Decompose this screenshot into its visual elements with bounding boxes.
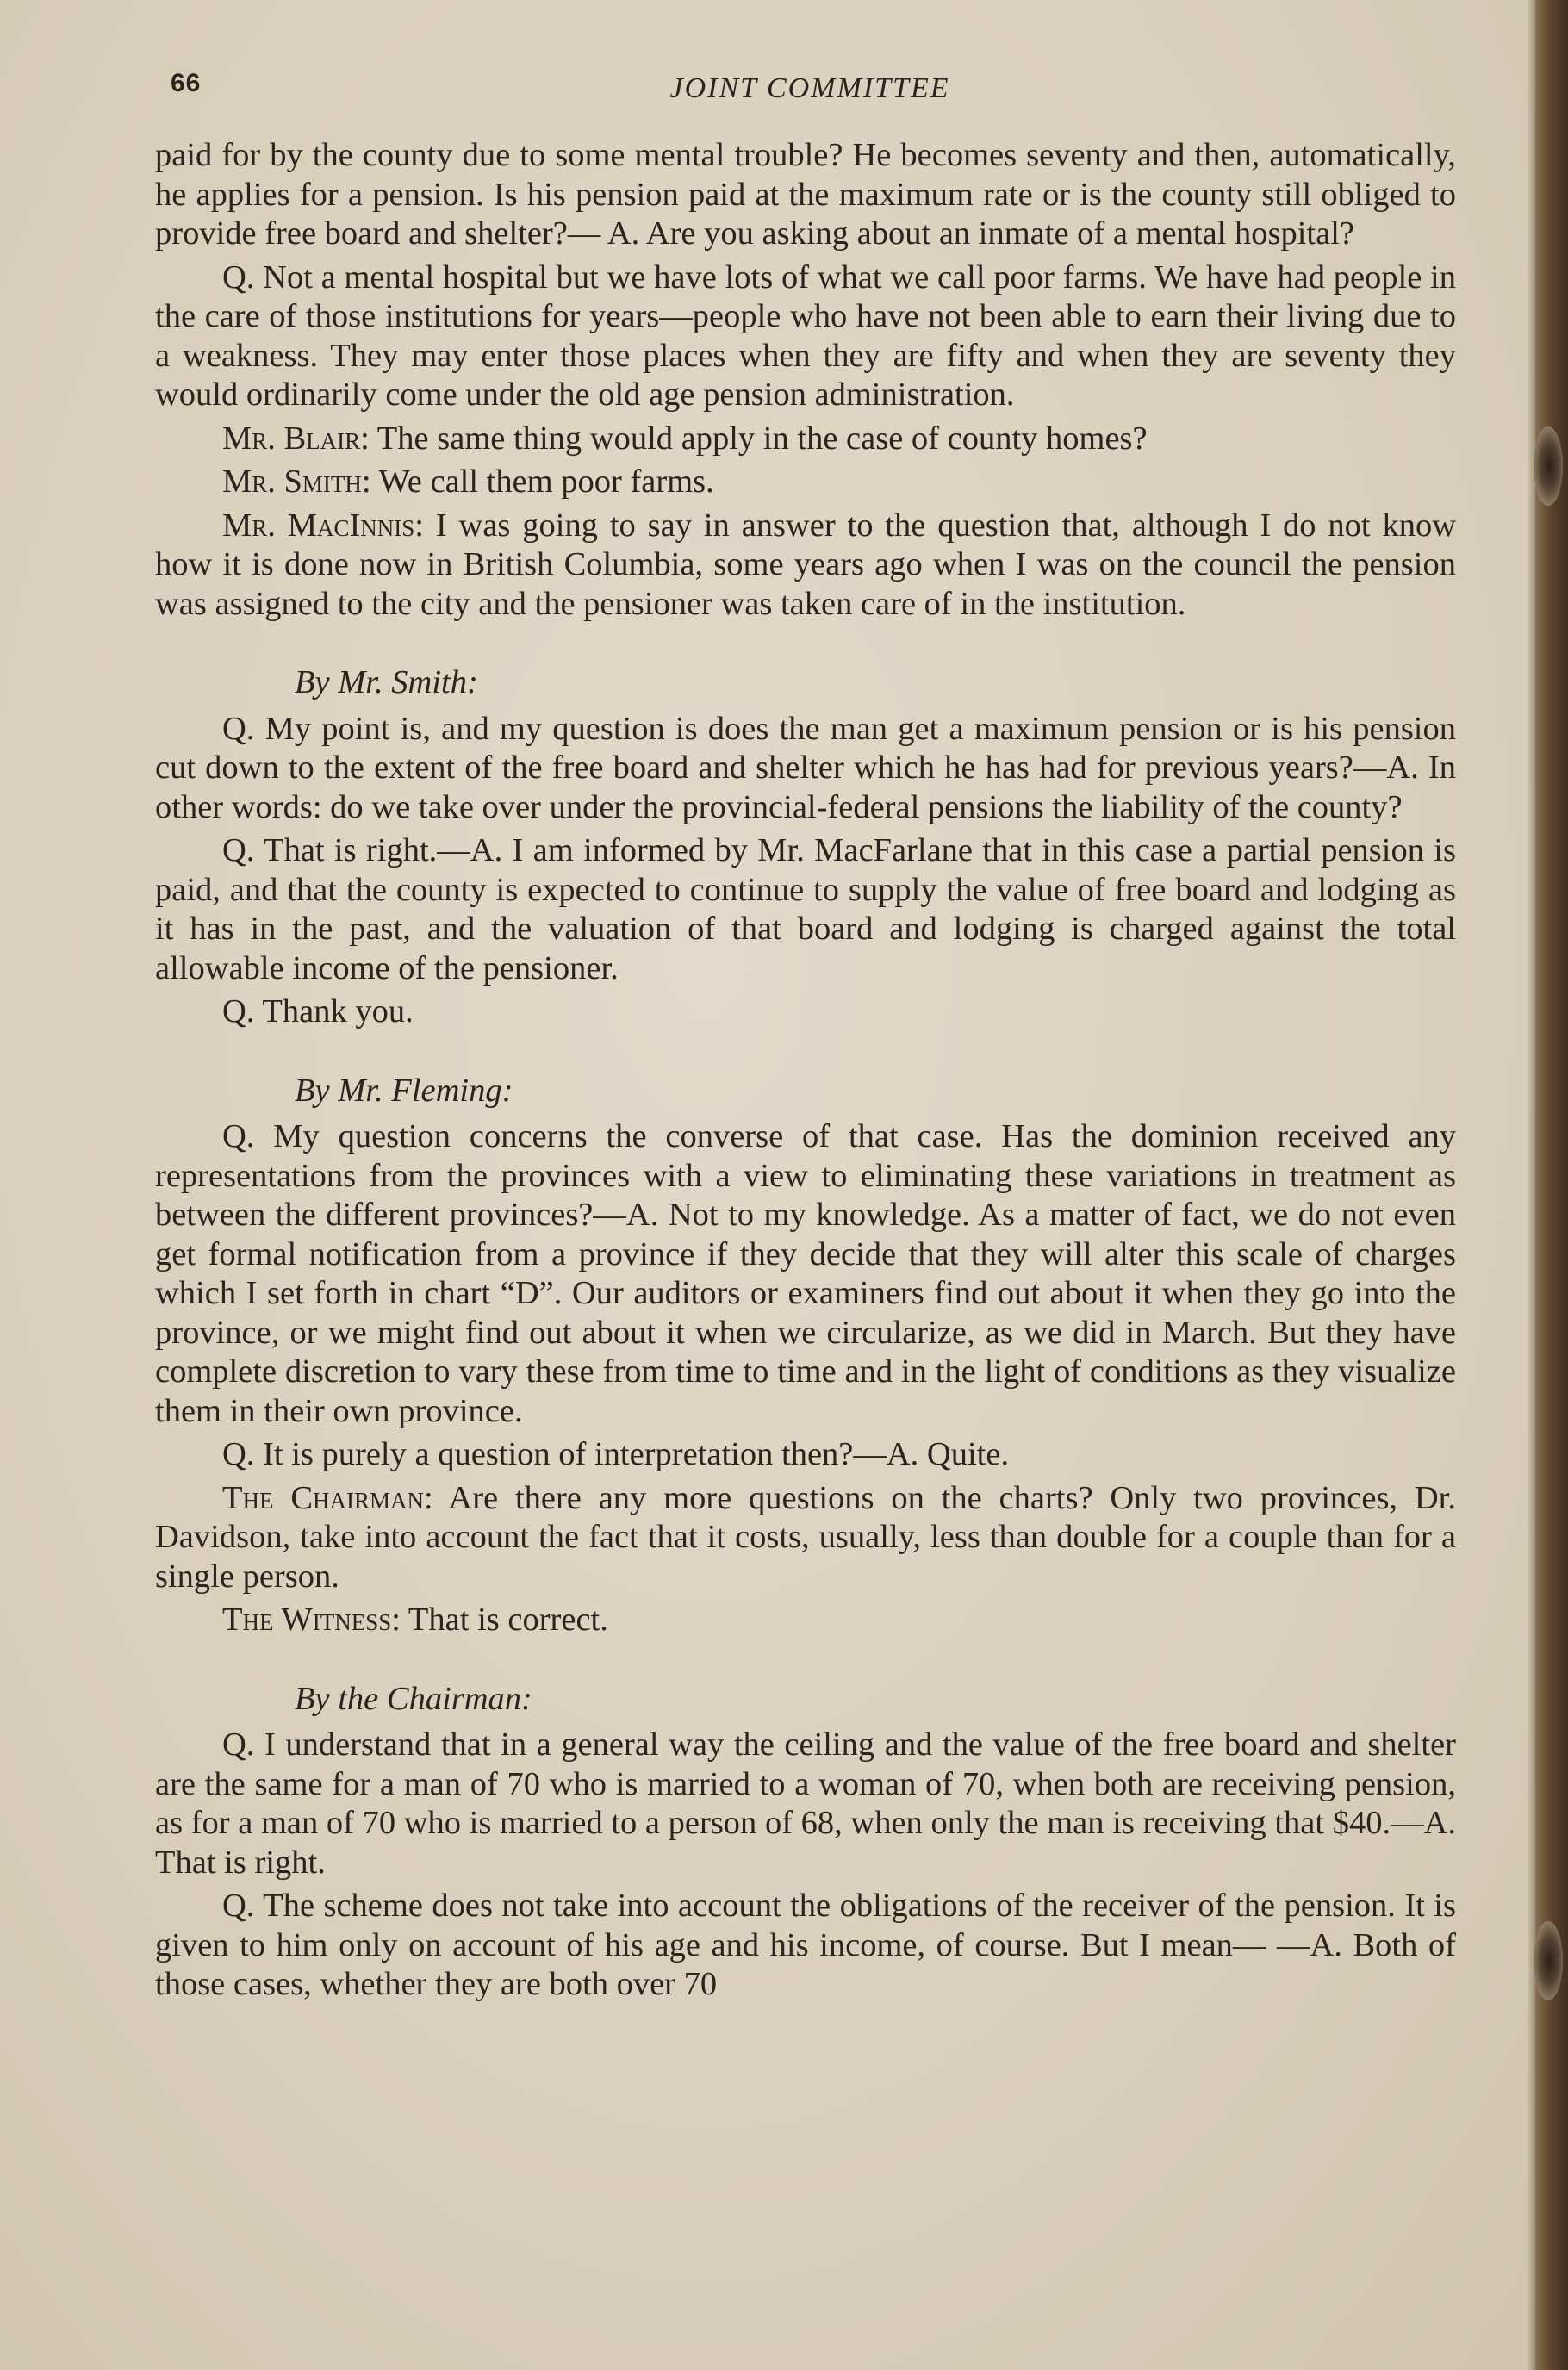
binding-shadow [1527,0,1535,2370]
page-header [155,67,1465,119]
page-number: 66 [171,69,202,97]
paragraph-continuation: paid for by the county due to some mental trouble? He becomes seventy and then, automatically, he applies for a pension. Is his pension paid at the maximum rate or is the county still obliged to provide free board and shelter?— A. Are you asking about an inmate of a mental hospital? [155,137,1456,252]
speaker-name: Mr. Blair: [222,420,370,457]
paragraph-question: Q. My point is, and my question is does the man get a maximum pension or is his pension cut down to the extent of the free board and shelter which he has had for previous years?—A. In other words: do we take over under the provincial-federal pensions the liability of the county? [155,710,1456,825]
section-heading: By the Chairman: [295,1680,532,1717]
speaker-name: The Witness: [222,1602,401,1638]
page-body [155,136,1456,2005]
paragraph-speaker: Mr. Blair: The same thing would apply in the case of county homes? [222,420,1148,457]
running-title: JOINT COMMITTEE [669,72,950,104]
paragraph-question: Q. That is right.—A. I am informed by Mr. MacFarlane that in this case a partial pension is paid, and that the county is expected to continue to supply the value of free board and lodging as it has in the past, and the valuation of that board and lodging is charged against the total allowable income of the pensioner. [155,832,1456,986]
paragraph-question: Q. My question concerns the converse of that case. Has the dominion received any representations from the provinces with a view to eliminating these variations in treatment as between the different provinces?—A. Not to my knowledge. As a matter of fact, we do not even get formal notification from a province if they decide that they will alter this scale of charges which I set forth in chart “D”. Our auditors or examiners find out about it when they go into the province, or we might find out about it when we circularize, as we did in March. But they have complete discretion to vary these from time to time and in the light of conditions as they visualize them in their own province. [155,1118,1456,1429]
section-heading: By Mr. Smith: [295,664,478,700]
speaker-name: Mr. Smith: [222,463,371,500]
section-heading: By Mr. Fleming: [295,1072,513,1109]
paragraph-question: Q. Not a mental hospital but we have lots of what we call poor farms. We have had people in the care of those institutions for years—people who have not been able to earn their living due to a weakness. They may enter those places when they are fifty and when they are seventy they would ordinarily come under the old age pension administration. [155,258,1456,413]
paragraph-question: Q. I understand that in a general way the ceiling and the value of the free board and shelter are the same for a man of 70 who is married to a woman of 70, when both are receiving pension, as for a man of 70 who is married to a person of 68, when only the man is receiving that $40.—A. That is right. [155,1726,1456,1881]
binding-clip-bottom [1534,1921,1563,2000]
book-binding [1535,0,1568,2370]
binding-clip-top [1534,426,1563,506]
speaker-name: Mr. MacInnis: [222,507,424,544]
paragraph-question: Q. The scheme does not take into account the obligations of the receiver of the pension. It is given to him only on account of his age and his income, of course. But I mean— —A. Both of those cases, whether they are both over 70 [155,1888,1456,2002]
paragraph-question: Q. Thank you. [222,993,414,1029]
paragraph-speaker: Mr. MacInnis: I was going to say in answer to the question that, although I do not know how it is done now in British Columbia, some years ago when I was on the council the pension was assigned to the city and the pensioner was taken care of in the institution. [155,507,1456,622]
paragraph-speaker: Mr. Smith: We call them poor farms. [222,463,714,500]
paragraph-speaker: The Chairman: Are there any more questions on the charts? Only two provinces, Dr. Davidson, take into account the fact that it costs, usually, less than double for a couple than for a single person. [155,1479,1456,1595]
paragraph-question: Q. It is purely a question of interpretation then?—A. Quite. [222,1436,1010,1472]
paragraph-speaker: The Witness: That is correct. [222,1602,608,1638]
speaker-name: The Chairman: [222,1479,433,1516]
